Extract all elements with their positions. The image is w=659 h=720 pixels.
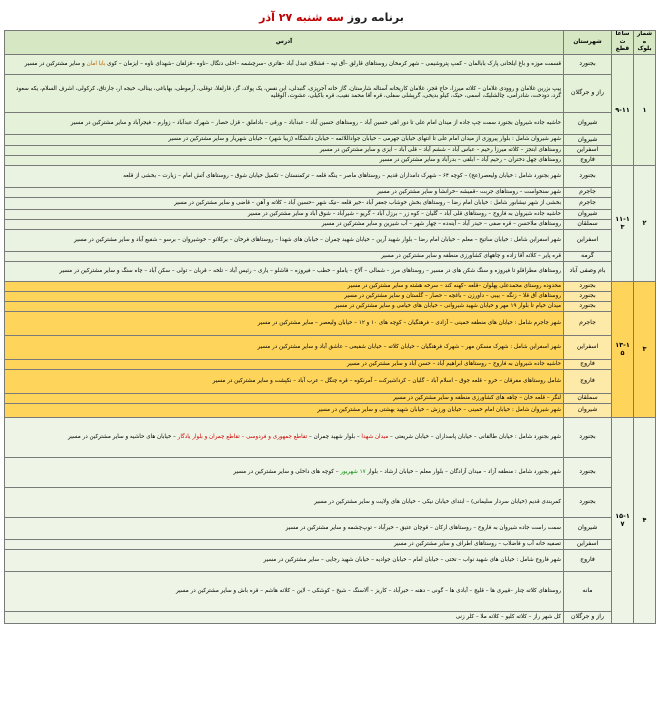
table-row: [5, 539, 656, 549]
table-row: [5, 54, 656, 74]
address-text: شهر اسفراین شامل : خیابان ساتیح – معلم – خیابان امام رضا – بلوار شهید آرین – خیابان شهید چمران – خیابان های شهدا – روستاهای فرخان – برکلاتو – خوشیروان – برسو – شفیع آباد و سایر مشترکین در مسیر: [74, 236, 561, 243]
address-text: – بلوار شهید چمران –: [307, 433, 362, 440]
address-text: کل شهر راز – کلاته کلیو – کلاته ملا – کلر زنی: [455, 613, 561, 620]
county-cell: راز و جرگلان: [564, 74, 612, 112]
address-cell: [5, 209, 564, 219]
address-text: حاشیه جاده شیروان بجنورد سمت چپ جاده از میدان امام علی تا دور اهی حسین آباد – روستاهای حسین آباد – عبدآباد – ورقی – باداملق – قزل حصار – شهرک عبدآباد – زوارم – فیجرآباد و سایر مشترکین در مسیر: [70, 119, 561, 126]
county-cell: بجنورد: [564, 281, 612, 291]
outage-hours-cell: ۱۱-۱۳: [612, 165, 634, 281]
address-cell: [5, 487, 564, 517]
table-row: [5, 197, 656, 209]
address-text: شامل روستاهای مفرقان – خرو – قلعه جوق – اسلام آباد – گلیان – کرداشیرکت – آمرنکوه – قره چنگل – عرب آباد – نکپشت و سایر مشترکین در مسیر: [212, 377, 561, 384]
address-text: لنگر – قلعه خان – چاهه های کشاورزی منطقه و سایر مشترکین در مسیر: [393, 394, 561, 401]
table-row: [5, 417, 656, 457]
address-cell: [5, 197, 564, 209]
table-row: [5, 487, 656, 517]
address-cell: [5, 112, 564, 134]
table-row: [5, 229, 656, 251]
table-body: [5, 54, 656, 623]
table-row: [5, 571, 656, 611]
address-text: شهر بجنورد شامل : منطقه آزاد – میدان آزادگان – بلوار معلم – خیابان ارشاد – بلوار: [365, 468, 561, 475]
table-row: [5, 359, 656, 369]
address-text: روستاهای مطراقلو تا فیروزه و سنگ شکن های در مسیر – روستاهای مرز – شمالی – آلاخ – یاملو – خطب – فیروزه – قاشلو – یاری – رئیس آباد – تلخه – قربان – تولی – سکن آباد – چاه سنگ و سایر مشترکین در مسیر: [59, 267, 561, 274]
address-text: و سایر مشترکین در مسیر: [24, 60, 87, 67]
county-cell: جاجرم: [564, 197, 612, 209]
address-text: روستاهای آق قلا – زنگه – بیبی – داورزن – باغچه – حصار – گلستان و سایر مشترکین در مسیر: [344, 292, 561, 299]
address-cell: [5, 611, 564, 623]
address-text: روستاهای کلاته چنار –قیبری ها – قلیچ – آبادی ها – گونی – دهنه – خیرآباد – کاریز – آلاسنگ – شیخ – کوشکی – لاین – کلاته هاشم – قره باش و سایر مشترکین در مسیر: [175, 587, 561, 594]
address-text: میدان خیام تا بلوار ۱۹ مهر و خیابان شهید شیروانی – خیابان های خیامی و سایر مشترکین در مسیر: [334, 302, 561, 309]
address-cell: [5, 74, 564, 112]
highlighted-address-text: بابا امان: [86, 60, 106, 67]
address-cell: [5, 54, 564, 74]
county-cell: جاجرم: [564, 187, 612, 197]
block-number-cell: ۱: [634, 54, 656, 165]
table-row: [5, 517, 656, 539]
county-cell: شیروان: [564, 134, 612, 145]
address-cell: [5, 219, 564, 229]
table-row: [5, 261, 656, 281]
county-cell: اسفراین: [564, 145, 612, 155]
county-cell: بجنورد: [564, 54, 612, 74]
header-county: شهرستان: [564, 31, 612, 55]
highlighted-address-text: تقاطع جمهوری و فردوسی – تقاطع چمران و بلوار یادگار: [177, 433, 308, 440]
table-row: [5, 74, 656, 112]
county-cell: گرمه: [564, 251, 612, 261]
address-text: حاشیه جاده شیروان به فاروج – روستاهای قلی آباد – گلیان – کوه زر – برزل آباد – گریو – شیرآباد – شوق آباد و سایر مشترکین در مسیر: [247, 210, 561, 217]
table-row: [5, 112, 656, 134]
address-text: روستاهای چهل دختران – رحیم آباد – ابلقی – بدرآباد و سایر مشترکین در مسیر: [379, 156, 561, 163]
address-cell: [5, 251, 564, 261]
highlighted-address-text: ۱۷ شهریور: [340, 468, 366, 475]
county-cell: فاروج: [564, 369, 612, 393]
county-cell: فاروج: [564, 155, 612, 165]
outage-hours-cell: ۱۳-۱۵: [612, 281, 634, 417]
outage-schedule-table: [4, 30, 656, 624]
address-text: محدوده روستای محمدعلی پهلوان –قلعه –کهنه کند – سرخه هشته و سایر مشترکین در مسیر: [347, 282, 561, 289]
address-text: کمربندی قدیم (خیابان سردار سلیمانی) – ابتدای خیابان نیکی – خیابان های ولایت و سایر مشترکین در مسیر: [314, 498, 561, 505]
address-text: بخشی از شهر نیشابور شامل : خیابان امام رضا – روستاهای بخش خوشاب جعفر آباد –خیر قلعه –نیک شهر –حسین آباد – کلاته و آهن – قاضی و سایر مشترکین در مسیر: [174, 199, 561, 206]
address-cell: [5, 549, 564, 571]
address-text: روستاهای ابتجز – کلاته میرزا رحیم – عباس آباد – ششم آباد – قلی آباد – ایزی و سایر مشترکین در مسیر: [319, 146, 561, 153]
table-row: [5, 291, 656, 301]
highlighted-address-text: میدان شهدا: [361, 433, 389, 440]
county-cell: شیروان: [564, 403, 612, 417]
table-row: [5, 281, 656, 291]
table-row: [5, 457, 656, 487]
page-title: [0, 0, 659, 30]
address-cell: [5, 335, 564, 359]
address-cell: [5, 417, 564, 457]
county-cell: بجنورد: [564, 301, 612, 311]
county-cell: سملقان: [564, 219, 612, 229]
address-cell: [5, 187, 564, 197]
table-row: [5, 369, 656, 393]
table-row: [5, 301, 656, 311]
county-cell: راز و جرگلان: [564, 611, 612, 623]
table-row: [5, 155, 656, 165]
address-text: شهر فاروج شامل : خیابان های شهید نواب – تختی – خیابان امام – خیابان جوادیه – خیابان شهید رجایی – سایر مشترکین در مسیر: [263, 556, 561, 563]
table-row: [5, 311, 656, 335]
outage-hours-cell: ۹-۱۱: [612, 54, 634, 165]
address-cell: [5, 393, 564, 403]
county-cell: اسفراین: [564, 229, 612, 251]
address-text: شهر بجنورد شامل : خیابان ولیعصر(عج) – کوچه ۶۴ – شهرک دامداران قدیم – روستاهای ماصر – ینگه قلعه – ترکمنستان – تکمیل خیابان شوق – روستاهای آتش امام – زیارت – بخشی از قلعه: [123, 172, 561, 179]
county-cell: بجنورد: [564, 417, 612, 457]
address-text: پیپ بزرین غلامان و روودی غلامان – کلاته میرزا، حاج قجر، غلامان کاریخانه آستاله شارستان، گاز خانه آجرپزی، گنبدلی، ابن نفس، یک پولاد، گز، قارلقلا، توقلی، آرموطی، بهاباغی، یینالی، خیجه ار، جارتاق، کرکولی، اشرف السلام، یکه سعود گرد، دودخت، شادرامی، چالشلیک، اسمی، حیک، کیلو بدیخی، گرپشلی سفلی، قره آقا محمد نقیب، قره باکیلی، عشوت، آلوقلیه: [16, 86, 561, 100]
block-number-cell: ۲: [634, 165, 656, 281]
address-text: شهر اسفراین شامل : شهرک مسکن مهر – شهرک فرهنگیان – خیابان کلاته – خیابان شفیعی – عاشق آباد و سایر مشترکین در مسیر: [257, 343, 561, 350]
county-cell: بجنورد: [564, 487, 612, 517]
county-cell: شیروان: [564, 517, 612, 539]
table-row: [5, 393, 656, 403]
county-cell: بجنورد: [564, 457, 612, 487]
address-text: شهر بجنورد شامل : خیابان طالقانی – خیابان پاسداران – خیابان شریعتی –: [388, 433, 561, 440]
county-cell: بجنورد: [564, 291, 612, 301]
table-row: [5, 187, 656, 197]
title-date: سه شنبه ۲۷ آذر: [259, 10, 344, 24]
address-cell: [5, 539, 564, 549]
address-cell: [5, 359, 564, 369]
header-block-number: شماره بلوک: [634, 31, 656, 55]
address-cell: [5, 301, 564, 311]
address-cell: [5, 291, 564, 301]
table-header-row: [5, 31, 656, 55]
address-text: شهر شیروان شامل : خیابان امام خمینی – خیابان ورزش – خیابان شهید بهشتی و سایر مشترکین در مسیر: [317, 406, 561, 413]
address-cell: [5, 261, 564, 281]
address-cell: [5, 281, 564, 291]
address-cell: [5, 229, 564, 251]
county-cell: اسفراین: [564, 539, 612, 549]
address-cell: [5, 165, 564, 187]
county-cell: مانه: [564, 571, 612, 611]
county-cell: بجنورد: [564, 165, 612, 187]
address-cell: [5, 311, 564, 335]
header-address: آدرس: [5, 31, 564, 55]
county-cell: جاجرم: [564, 311, 612, 335]
address-cell: [5, 145, 564, 155]
address-text: روستاهای ملاحسن – قره صفی – حیدر آباد – آینه‌ده – چهار شهر – آب شیرین و سایر مشترکین در مسیر: [321, 220, 561, 227]
address-text: حاشیه جاده شیروان به فاروج – روستاهای ابراهیم آباد – حسن آباد و سایر مشترکین در مسیر: [347, 360, 561, 367]
address-text: سمت راست جاده شیروان به فاروج – روستاهای ارکان – قوچان عتیق – خیرآباد – توپ‌چشمه و سایر مشترکین در مسیر: [285, 524, 561, 531]
address-text: قسمت موزه و باغ ایلخانی پارک بابالمان – کمپ پتروشیمی – شهر کرمخان روستاهای قارلق –آق تپه – فشلاق عبدل آباد –هاتری –سرچشمه –اخلی دنگال –ناوه –قزلقان –شهدای ناوه – ایزمان – کوی: [105, 60, 561, 67]
table-row: [5, 251, 656, 261]
header-outage-hours: ساعات قطع: [612, 31, 634, 55]
outage-hours-cell: ۱۵-۱۷: [612, 417, 634, 623]
table-row: [5, 611, 656, 623]
address-cell: [5, 571, 564, 611]
address-text: قره پایر – کلاته آقا زاده و چاههای کشاورزی منطقه و سایر مشترکین در مسیر: [381, 252, 561, 259]
county-cell: بام وصفی آباد: [564, 261, 612, 281]
county-cell: شیروان: [564, 112, 612, 134]
table-row: [5, 335, 656, 359]
address-text: تصفیه خانه آب و فاضلاب – روستاهای اطراف و سایر مشترکین در مسیر: [393, 540, 561, 547]
title-text: برنامه روز: [347, 10, 404, 24]
county-cell: فاروج: [564, 359, 612, 369]
county-cell: سملقان: [564, 393, 612, 403]
table-row: [5, 165, 656, 187]
address-cell: [5, 155, 564, 165]
address-text: – خیابان های حاشیه و سایر مشترکین در مسیر: [67, 433, 178, 440]
address-cell: [5, 517, 564, 539]
address-cell: [5, 369, 564, 393]
county-cell: فاروج: [564, 549, 612, 571]
address-cell: [5, 134, 564, 145]
table-row: [5, 145, 656, 155]
block-number-cell: ۳: [634, 281, 656, 417]
address-cell: [5, 403, 564, 417]
table-row: [5, 134, 656, 145]
address-text: شهر شیروان شامل : بلوار پیروزی از میدان امام علی تا انتهای خیابان جهرمی – خیابان جواداللائمه – خیابان دانشگاه (زیبا شهر) – خیابان شهریار و سایر مشترکین در مسیر: [168, 136, 561, 143]
county-cell: اسفراین: [564, 335, 612, 359]
address-text: – کوچه های داخلی و سایر مشترکین در مسیر: [233, 468, 341, 475]
county-cell: شیروان: [564, 209, 612, 219]
table-row: [5, 549, 656, 571]
address-cell: [5, 457, 564, 487]
table-row: [5, 403, 656, 417]
table-row: [5, 209, 656, 219]
address-text: شهر جاجرم شامل : خیابان های منطقه خمینی – آزادی – فرهنگیان – کوچه های ۱۰ و ۱۲ – خیابان ولیعصر – سایر مشترکین در مسیر: [257, 319, 561, 326]
address-text: شهر سنخواست – روستاهای جربت –قمیشه –خرانشا و سایر مشترکین در مسیر: [376, 188, 561, 195]
block-number-cell: ۴: [634, 417, 656, 623]
table-row: [5, 219, 656, 229]
